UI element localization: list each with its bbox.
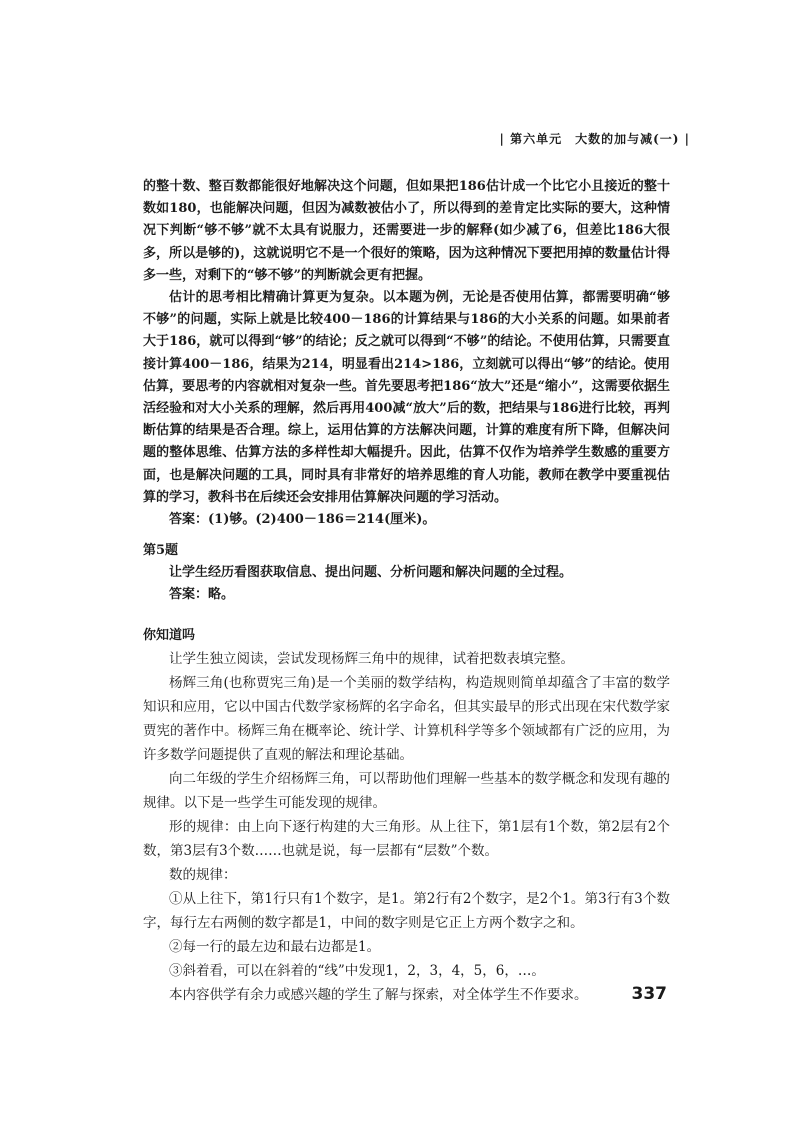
answer-line: 答案：(1)够。(2)400－186＝214(厘米)。: [169, 512, 436, 528]
question-description: 让学生经历看图获取信息、提出问题、分析问题和解决问题的全过程。: [169, 565, 573, 580]
paragraph: ②每一行的最左边和最右边都是1。: [169, 939, 381, 955]
paragraph: ③斜着看，可以在斜着的“线”中发现1，2，3，4，5，6，…。: [169, 963, 545, 979]
section-question-5: [143, 540, 670, 606]
paragraph: 杨辉三角(也称贾宪三角)是一个美丽的数学结构，构造规则简单却蕴含了丰富的数学知识和应用，它以中国古代数学家杨辉的名字命名，但其实最早的形式出现在宋代数学家贾宪的著作中。杨辉三角在概率论、统计学、计算机科学等多个领域都有广泛的应用，为许多数学问题提供了直观的解法和理论基础。: [143, 675, 670, 763]
paragraph: 形的规律：由上向下逐行构建的大三角形。从上往下，第1层有1个数，第2层有2个数，第3层有3个数……也就是说，每一层都有“层数”个数。: [143, 819, 670, 859]
paragraph: 让学生独立阅读，尝试发现杨辉三角中的规律，试着把数表填完整。: [169, 651, 574, 667]
section-estimation-discussion: [143, 176, 670, 531]
paragraph: 数的规律：: [169, 867, 237, 883]
paragraph: 向二年级的学生介绍杨辉三角，可以帮助他们理解一些基本的数学概念和发现有趣的规律。以下是一些学生可能发现的规律。: [143, 771, 670, 811]
paragraph-continuation: 的整十数、整百数都能很好地解决这个问题，但如果把186估计成一个比它小且接近的整十数如180，也能解决问题，但因为减数被估小了，所以得到的差肯定比实际的要大，这种情况下判断“够不够”就不太具有说服力，还需要进一步的解释(如少减了6，但差比186大很多，所以是够的)，这就说明它不是一个很好的策略，因为这种情况下要把用掉的数量估计得多一些，对剩下的“够不够”的判断就会更有把握。: [143, 179, 670, 283]
paragraph: ①从上往下，第1行只有1个数字，是1。第2行有2个数字，是2个1。第3行有3个数字，每行左右两侧的数字都是1，中间的数字则是它正上方两个数字之和。: [143, 891, 670, 931]
section-title: 你知道吗: [143, 628, 196, 643]
paragraph-estimation-thinking: 估计的思考相比精确计算更为复杂。以本题为例，无论是否使用估算，都需要明确“够不够”的问题，实际上就是比较400－186的计算结果与186的大小关系的问题。如果前者大于186，就可以得到“够”的结论；反之就可以得到“不够”的结论。不使用估算，只需要直接计算400－186，结果为214，明显看出214>186，立刻就可以得出“够”的结论。使用估算，要思考的内容就相对复杂一些。首先要思考把186“放大”还是“缩小”，这需要依据生活经验和对大小关系的理解，然后再用400减“放大”后的数，把结果与186进行比较，再判断估算的结果是否合理。综上，运用估算的方法解决问题，计算的难度有所下降，但解决问题的整体思维、估算方法的多样性却大幅提升。因此，估算不仅作为培养学生数感的重要方面，也是解决问题的工具，同时具有非常好的培养思维的育人功能，教师在教学中要重视估算的学习，教科书在后续还会安排用估算解决问题的学习活动。: [143, 290, 670, 505]
running-header: | 第六单元 大数的加与减(一) |: [499, 132, 690, 146]
section-did-you-know: [143, 625, 670, 1007]
page-number: 337: [631, 984, 667, 1004]
paragraph: 本内容供学有余力或感兴趣的学生了解与探索，对全体学生不作要求。: [169, 987, 588, 1003]
answer-line: 答案：略。: [169, 587, 235, 603]
question-title: 第5题: [143, 543, 179, 558]
